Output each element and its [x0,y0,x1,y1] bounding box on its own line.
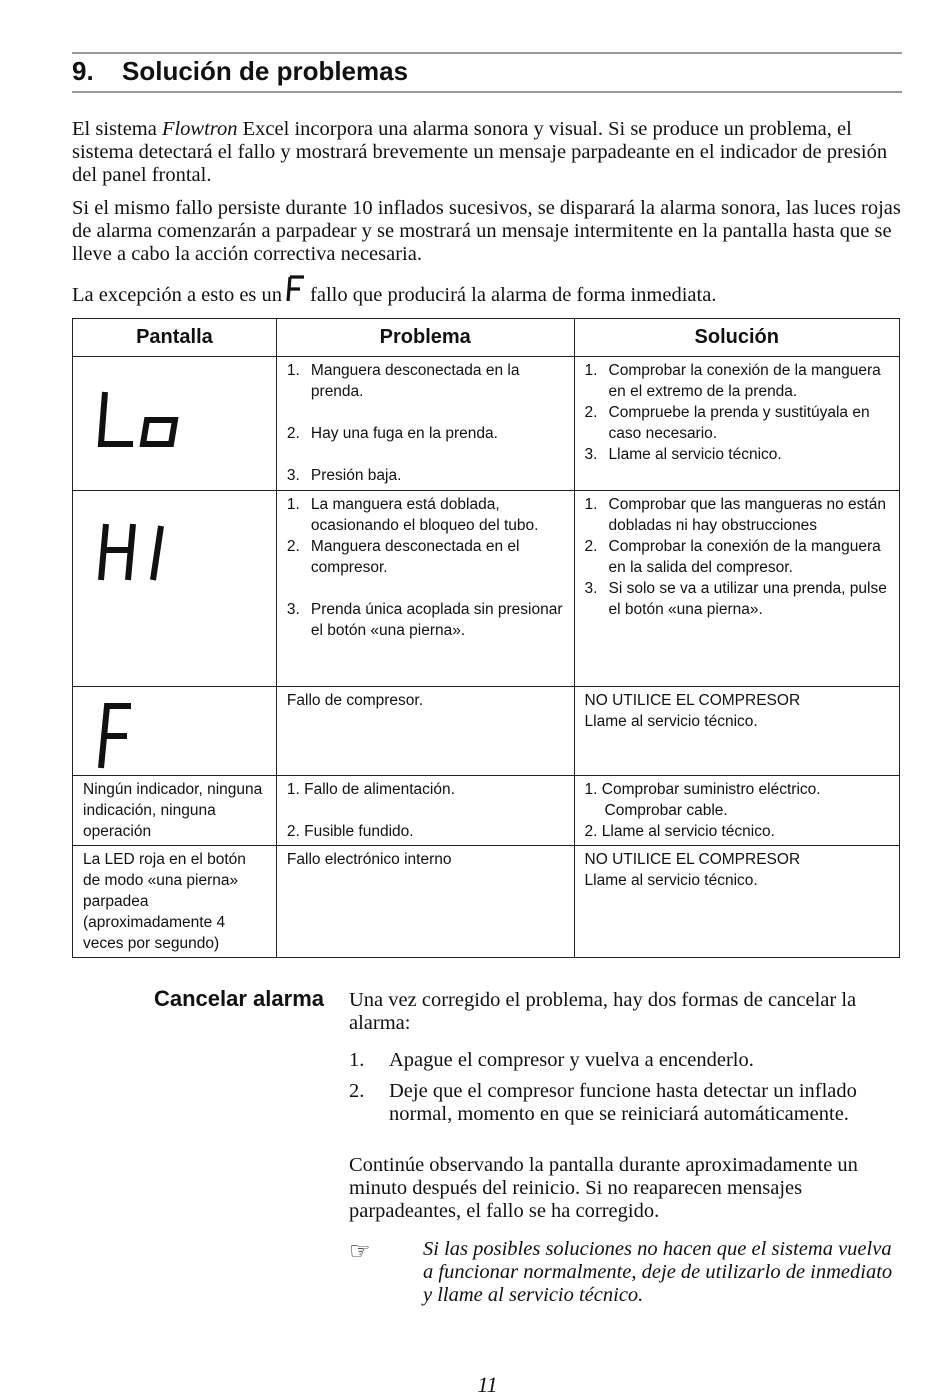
f-display-icon [83,700,266,772]
intro-paragraph-1 [72,118,902,187]
item-number: 2. [286,425,300,442]
item-text: Comprobar la conexión de la manguera en la salida del compresor. [608,538,881,576]
step-number: 2. [349,1080,365,1102]
step-text: Apague el compresor y vuelva a encenderlo. [389,1049,754,1071]
solution-text: Comprobar cable. [604,802,728,819]
item-number: 1. [286,362,300,379]
display-cell [73,491,277,687]
brand-name: Flowtron [161,118,238,140]
heading-bottom-rule [72,91,902,93]
table-row [73,357,900,491]
cancel-step [349,1049,901,1072]
section-heading [72,54,408,88]
lo-display-icon [83,384,266,454]
step-text: Deje que el compresor funcione hasta detectar un inflado normal, momento en que se reiniciará automáticamente. [389,1080,857,1125]
table-row [73,687,900,776]
list-item [585,402,889,444]
item-text: Manguera desconectada en el compresor. [310,538,520,576]
intro-p3-start: La excepción a esto es un [72,284,283,306]
item-text: Prenda única acoplada sin presionar el botón «una pierna». [310,601,563,639]
item-text: Comprobar la conexión de la manguera en el extremo de la prenda. [608,362,881,400]
list-item [585,536,889,578]
list-item [287,536,564,578]
cancel-intro: Una vez corregido el problema, hay dos formas de cancelar la alarma: [349,989,857,1034]
intro-p1-start: El sistema [72,118,162,140]
intro-paragraph-3 [72,274,902,307]
problem-text: Fallo electrónico interno [286,851,452,868]
problem-text: 1. Fallo de alimentación. [286,781,455,798]
cancel-followup: Continúe observando la pantalla durante aproximadamente un minuto después del reinicio. Si no reaparecen mensajes parpadeantes, el fallo se ha corregido. [349,1154,858,1222]
problem-cell [276,687,574,776]
item-text: Llame al servicio técnico. [608,446,782,463]
warning-text: NO UTILICE EL COMPRESOR [584,851,801,868]
solution-text: Llame al servicio técnico. [584,713,758,730]
table-row [73,776,900,846]
solution-text: Llame al servicio técnico. [584,872,758,889]
item-number: 3. [286,601,300,618]
display-cell: La LED roja en el botón de modo «una pierna» parpadea (aproximadamente 4 veces por segundo) [73,846,277,958]
solution-cell [574,357,899,491]
item-text: Presión baja. [310,467,402,484]
item-text: Hay una fuga en la prenda. [310,425,498,442]
list-item [287,465,564,486]
warning-text: NO UTILICE EL COMPRESOR [584,692,801,709]
item-number: 3. [286,467,300,484]
table-row [73,491,900,687]
item-number: 1. [584,496,598,513]
display-cell: Ningún indicador, ninguna indicación, ninguna operación [73,776,277,846]
list-item [287,494,564,536]
pointing-hand-icon: ☞ [349,1237,371,1265]
page-number: 11 [477,1372,498,1397]
problem-cell [276,846,574,958]
item-text: Comprobar que las mangueras no están dobladas ni hay obstrucciones [608,496,886,534]
troubleshooting-table [72,318,900,958]
problem-cell [276,776,574,846]
item-number: 2. [584,538,598,555]
problem-cell [276,491,574,687]
item-number: 1. [286,496,300,513]
header-solucion: Solución [574,319,899,357]
intro-p1-end: Excel incorpora una alarma sonora y visual. Si se produce un problema, el sistema detectará el fallo y mostrará brevemente un mensaje parpadeante en el indicador de presión del panel frontal. [72,118,888,186]
step-number: 1. [349,1049,365,1071]
solution-cell [574,776,899,846]
table-header-row [73,319,900,357]
item-number: 2. [584,404,598,421]
display-cell [73,357,277,491]
item-number: 3. [584,446,598,463]
cancel-alarm-heading: Cancelar alarma [154,986,324,1011]
list-item [585,578,889,620]
list-item [585,360,889,402]
solution-text: 2. Llame al servicio técnico. [584,823,775,840]
f-display-icon [285,274,307,304]
section-title: Solución de problemas [122,56,409,86]
solution-cell [574,846,899,958]
item-number: 3. [584,580,598,597]
solution-cell [574,491,899,687]
section-number: 9. [72,56,94,86]
hi-display-icon [83,518,266,588]
item-text: Manguera desconectada en la prenda. [310,362,520,400]
problem-text: 2. Fusible fundido. [286,823,414,840]
list-item [287,360,564,402]
solution-cell [574,687,899,776]
item-text: La manguera está doblada, ocasionando el bloqueo del tubo. [310,496,539,534]
item-text: Compruebe la prenda y sustitúyala en caso necesario. [608,404,870,442]
list-item [585,494,889,536]
header-pantalla: Pantalla [73,319,277,357]
intro-p3-end: fallo que producirá la alarma de forma inmediata. [310,284,717,306]
problem-text: Fallo de compresor. [286,692,424,709]
intro-paragraph-2: Si el mismo fallo persiste durante 10 inflados sucesivos, se disparará la alarma sonora, las luces rojas de alarma comenzarán a parpadear y se mostrará un mensaje intermitente en la pantalla hasta que se lleve a cabo la acción correctiva necesaria. [72,197,901,265]
table-row [73,846,900,958]
list-item [585,444,889,465]
solution-text: 1. Comprobar suministro eléctrico. [584,781,821,798]
list-item [287,423,564,444]
note-box [349,1238,901,1307]
item-number: 2. [286,538,300,555]
problem-cell [276,357,574,491]
cancel-step [349,1080,901,1126]
header-problema: Problema [276,319,574,357]
note-text: Si las posibles soluciones no hacen que el sistema vuelva a funcionar normalmente, deje de utilizarlo de inmediato y llame al servicio técnico. [423,1238,893,1306]
item-text: Si solo se va a utilizar una prenda, pulse el botón «una pierna». [608,580,887,618]
item-number: 1. [584,362,598,379]
list-item [287,599,564,641]
display-cell [73,687,277,776]
